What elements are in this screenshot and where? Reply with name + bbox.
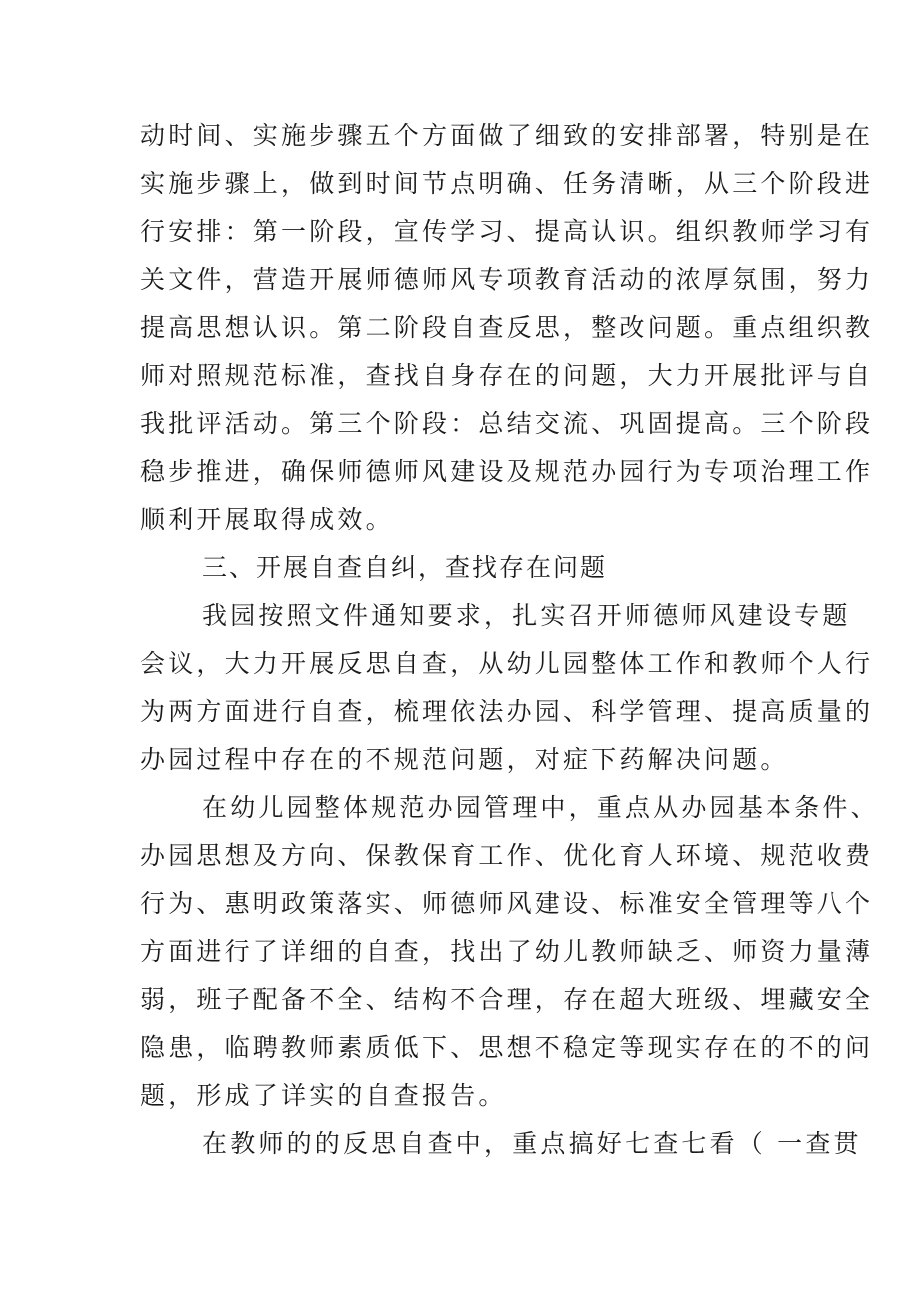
text-line: 我批评活动。第三个阶段：总结交流、巩固提高。三个阶段 [140, 409, 874, 438]
section-heading: 三、开展自查自纠，查找存在问题 [202, 553, 608, 582]
text-line: 关文件，营造开展师德师风专项教育活动的浓厚氛围，努力 [140, 265, 874, 294]
text-line: 题，形成了详实的自查报告。 [140, 1081, 507, 1110]
text-line: 方面进行了详细的自查，找出了幼儿教师缺乏、师资力量薄 [140, 937, 874, 966]
text-line: 动时间、实施步骤五个方面做了细致的安排部署，特别是在 [140, 121, 874, 150]
text-line: 在幼儿园整体规范办园管理中，重点从办园基本条件、 [202, 793, 879, 822]
text-line: 行为、惠明政策落实、师德师风建设、标准安全管理等八个 [140, 889, 874, 918]
text-line: 弱，班子配备不全、结构不合理，存在超大班级、埋藏安全 [140, 985, 874, 1014]
text-line: 实施步骤上，做到时间节点明确、任务清晰，从三个阶段进 [140, 169, 874, 198]
text-line: 提高思想认识。第二阶段自查反思，整改问题。重点组织教 [140, 313, 874, 342]
text-line: 会议，大力开展反思自查，从幼儿园整体工作和教师个人行 [140, 649, 874, 678]
text-line: 办园思想及方向、保教保育工作、优化育人环境、规范收费 [140, 841, 874, 870]
text-line: 稳步推进，确保师德师风建设及规范办园行为专项治理工作 [140, 457, 874, 486]
text-line: 行安排：第一阶段，宣传学习、提高认识。组织教师学习有 [140, 217, 874, 246]
text-line: 顺利开展取得成效。 [140, 505, 394, 534]
text-line: 为两方面进行自查，梳理依法办园、科学管理、提高质量的 [140, 697, 874, 726]
text-line: 师对照规范标准，查找自身存在的问题，大力开展批评与自 [140, 361, 874, 390]
text-line: 我园按照文件通知要求，扎实召开师德师风建设专题 [202, 601, 851, 630]
text-line: 隐患，临聘教师素质低下、思想不稳定等现实存在的不的问 [140, 1033, 874, 1062]
text-line: 在教师的的反思自查中，重点搞好七查七看（ 一查贯 [202, 1129, 862, 1158]
text-line: 办园过程中存在的不规范问题，对症下药解决问题。 [140, 745, 789, 774]
